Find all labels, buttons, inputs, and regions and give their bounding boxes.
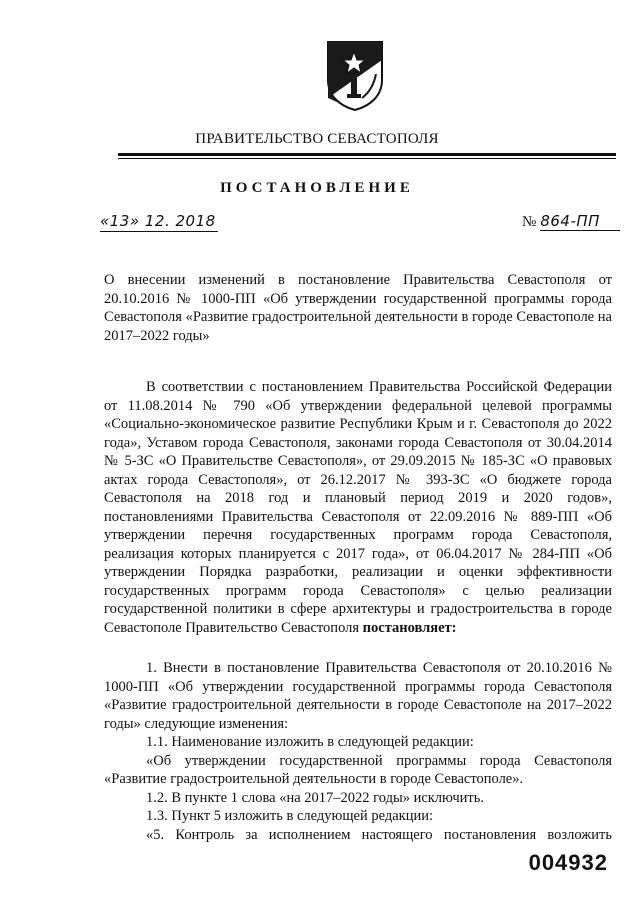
document-body (104, 378, 612, 844)
item-paragraph: «Об утверждении государственной программы города Севастополя «Развитие градостроительной деятельности в городе Севастополе». (104, 752, 612, 787)
document-subject: О внесении изменений в постановление Правительства Севастополя от 20.10.2016 № 1000-ПП «Об утверждении государственной программы города Севастополя «Развитие градостроительной деятельности в городе Севастополе на 2017–2022 годы» (104, 272, 612, 344)
preamble-paragraph (104, 378, 612, 637)
preamble-text: В соответствии с постановлением Правительства Российской Федерации от 11.08.2014 № 790 «Об утверждении федеральной целевой программы «Социально-экономическое развитие Республики Крым и г. Севастополя до 2022 года», Уставом города Севастополя, законами города Севастополя от 30.04.2014 № 5-ЗС «О Правительстве Севастополя», от 29.09.2015 № 185-ЗС «О правовых актах города Севастополя», от 26.12.2017 № 393-ЗС «О бюджете города Севастополя на 2018 год и плановый период 2019 и 2020 годов», постановлениями Правительства Севастополя от 22.09.2016 № 889-ПП «Об утверждении перечня государственных программ города Севастополя, реализация которых планируется с 2017 года», от 06.04.2017 № 284-ПП «Об утверждении Порядка разработки, реализации и оценки эффективности государственных программ города Севастополя» с целью реализации государственной политики в сфере архитектуры и градостроительства в городе Севастополе Правительство Севастополя (104, 379, 612, 636)
header-rule-thin (118, 158, 616, 159)
preamble-decree-word: постановляет: (362, 619, 457, 636)
coat-of-arms-icon (326, 40, 384, 112)
item-paragraph: 1.2. В пункте 1 слова «на 2017–2022 годы» исключить. (146, 789, 484, 806)
number-label: № (522, 214, 537, 230)
item-paragraph: 1. Внести в постановление Правительства Севастополя от 20.10.2016 № 1000-ПП «Об утверждении государственной программы города Севастополя «Развитие градостроительной деятельности в городе Севастополе на 2017–2022 годы» следующие изменения: (104, 660, 612, 732)
item-paragraph: 1.1. Наименование изложить в следующей редакции: (146, 734, 474, 750)
date-value: «13» 12. 2018 (100, 212, 216, 230)
paragraph-gap (104, 637, 612, 659)
number-value: 864-ПП (540, 212, 620, 231)
document-number (522, 212, 620, 231)
document-serial-number: 004932 (528, 850, 608, 875)
document-type: ПОСТАНОВЛЕНИЕ (220, 180, 414, 196)
document-date (100, 212, 218, 232)
item-paragraph: 1.3. Пункт 5 изложить в следующей редакции: (146, 808, 434, 824)
header-rule-thick (118, 153, 616, 156)
item-paragraph: «5. Контроль за исполнением настоящего постановления возложить (146, 826, 612, 843)
organization-name: ПРАВИТЕЛЬСТВО СЕВАСТОПОЛЯ (195, 131, 439, 147)
